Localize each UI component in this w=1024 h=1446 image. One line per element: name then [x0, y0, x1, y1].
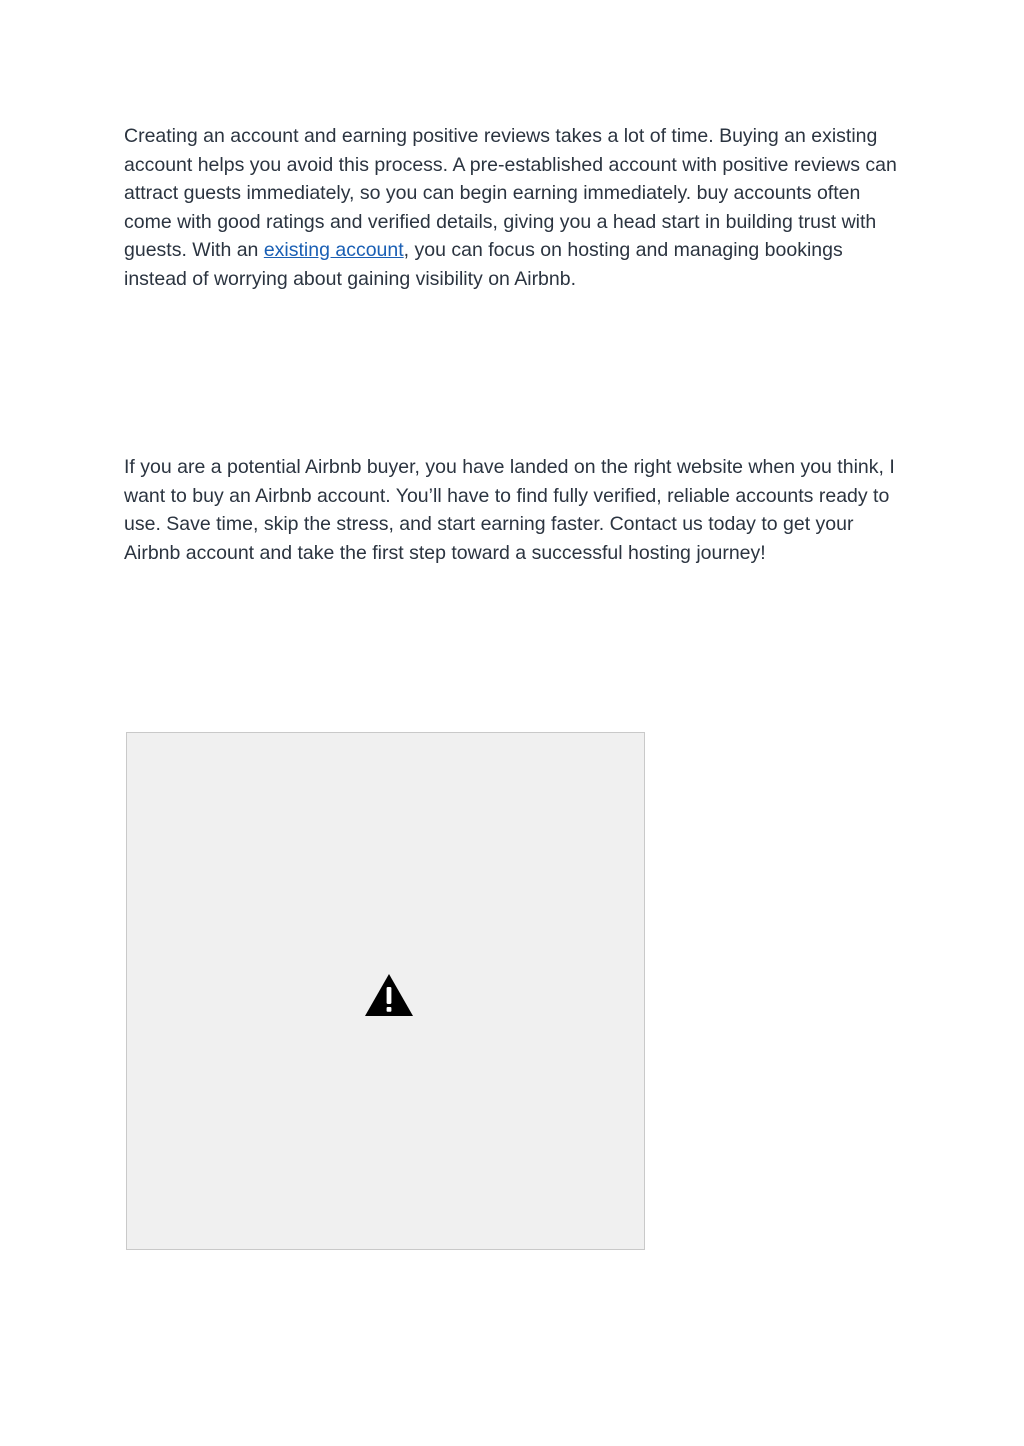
- paragraph-buyer: If you are a potential Airbnb buyer, you have landed on the right website when you think, I want to buy an Airbnb account. You’ll have to find fully verified, reliable accounts ready to use. Save time, skip the stress, and start earning faster. Contact us today to get your Airbnb account and take the first step toward a successful hosting journey!: [124, 456, 895, 564]
- paragraph-intro-text-end: , you can focus on hosting and managing bookings instead of worrying about gaining visibility on Airbnb.: [124, 239, 843, 290]
- warning-icon: [364, 973, 414, 1017]
- broken-image-placeholder: [126, 732, 645, 1250]
- paragraph-intro-text-start: Creating an account and earning positive reviews takes a lot of time. Buying an existing account helps you avoid this process. A pre-established account with positive reviews can attract guests immediately, so you can begin earning immediately. buy accounts often come with good ratings and verified details, giving you a head start in building trust with guests. With an: [124, 125, 897, 261]
- existing-account-link[interactable]: existing account: [263, 239, 404, 261]
- paragraph-intro: [124, 122, 900, 293]
